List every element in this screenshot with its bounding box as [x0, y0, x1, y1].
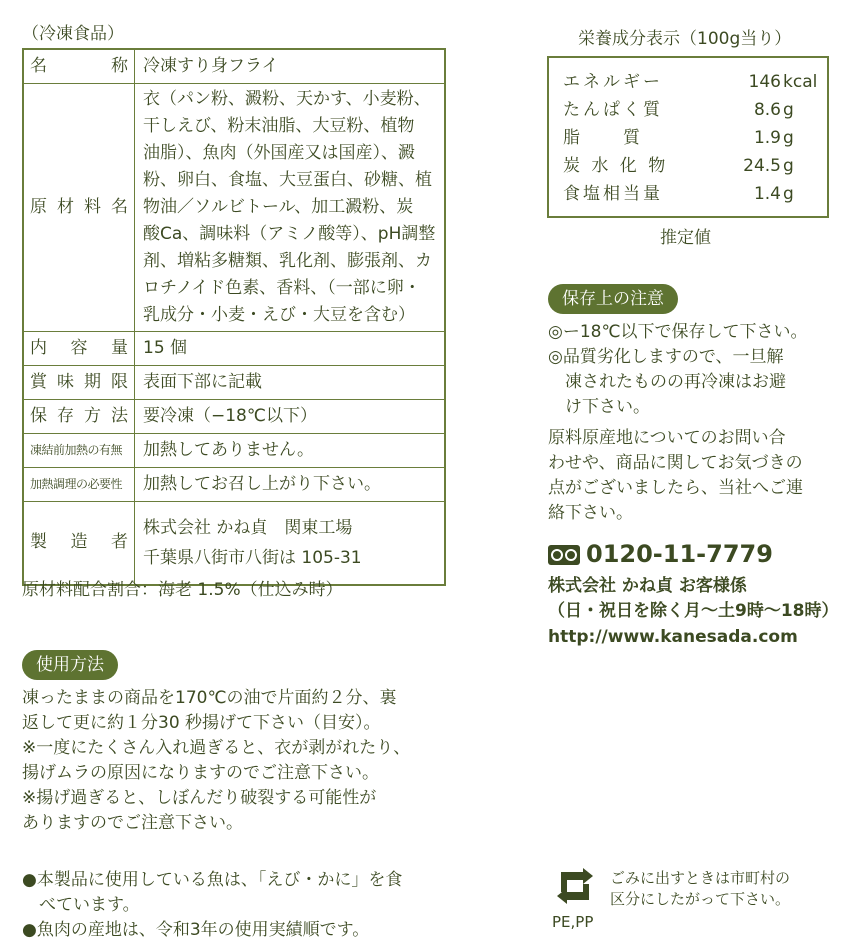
nutrient-name: エネルギー [563, 72, 663, 92]
value-line: 加熱してお召し上がり下さい。 [143, 473, 381, 494]
nutrient-name: 脂 質 [563, 128, 643, 148]
nutrition-title: 栄養成分表示（100g当り） [578, 29, 792, 49]
nutrient-value: 1.4 [753, 184, 781, 204]
table-row [23, 433, 445, 467]
table-row [23, 467, 445, 501]
nutrient-unit: g [783, 184, 794, 204]
disposal-line: ごみに出すときは市町村の [610, 869, 791, 887]
usage-line: 凍ったままの商品を170℃の油で片面約２分、裏 [22, 688, 397, 708]
value-line: 剤、増粘多糖類、乳化剤、膨張剤、カ [143, 250, 432, 271]
spec-table [22, 48, 446, 586]
value-line: 15 個 [143, 337, 188, 358]
table-row [23, 365, 445, 399]
usage-heading: 使用方法 [22, 650, 118, 680]
value-line: 酸Ca、調味料（アミノ酸等）、pH調整 [143, 223, 436, 244]
value-line: 干しえび、粉末油脂、大豆粉、植物 [143, 115, 415, 136]
bullet-line: ●魚肉の産地は、令和3年の使用実績順です。 [22, 920, 370, 940]
nutrient-unit: kcal [783, 72, 818, 92]
recycle-label: プラ [565, 883, 585, 893]
nutrition-row [563, 181, 813, 207]
nutrient-value: 146 [748, 72, 781, 92]
value-line: 要冷凍（−18℃以下） [143, 405, 317, 426]
row-label-name: 名 称 [23, 49, 135, 83]
nutrition-row [563, 97, 813, 123]
nutrition-box [547, 56, 829, 218]
nutrient-unit: g [783, 156, 794, 176]
disposal-line: 区分にしたがって下さい。 [610, 890, 791, 908]
origin-line: 絡下さい。 [548, 503, 633, 523]
value-line: 粉、卵白、食塩、大豆蛋白、砂糖、植 [143, 169, 432, 190]
origin-line: 点がございましたら、当社へご連 [548, 478, 803, 498]
row-label-manufacturer: 製造者 [23, 501, 135, 585]
row-label-quantity: 内容量 [23, 331, 135, 365]
storage-line: け下さい。 [548, 397, 650, 417]
nutrition-note: 推定値 [660, 228, 711, 248]
contact-company: 株式会社 かね貞 お客様係 [548, 576, 747, 596]
row-label-preheated: 凍結前加熱の有無 [23, 433, 135, 467]
row-label-best-before: 賞味期限 [23, 365, 135, 399]
nutrient-value: 1.9 [753, 128, 781, 148]
row-label-storage: 保存方法 [23, 399, 135, 433]
origin-line: 原料原産地についてのお問い合 [548, 428, 786, 448]
nutrient-name: 炭 水 化 物 [563, 156, 669, 176]
row-value-cooking [135, 467, 446, 501]
row-value-quantity [135, 331, 446, 365]
nutrient-name: 食塩相当量 [563, 184, 663, 204]
nutrition-row [563, 69, 818, 95]
bullet-line: ●本製品に使用している魚は、「えび・かに」を食 [22, 870, 403, 890]
nutrient-unit: g [783, 128, 794, 148]
nutrient-unit: g [783, 100, 794, 120]
phone-number: 0120-11-7779 [586, 540, 773, 568]
row-label-ingredients: 原材料名 [23, 83, 135, 331]
value-line: 株式会社 かね貞 関東工場 [143, 517, 353, 538]
row-value-best-before [135, 365, 446, 399]
table-row [23, 399, 445, 433]
usage-line: 返して更に約１分30 秒揚げて下さい（目安）。 [22, 713, 381, 733]
free-dial-icon [548, 545, 580, 565]
value-line: 物油／ソルビトール、加工澱粉、炭 [143, 196, 414, 217]
value-line: 衣（パン粉、澱粉、天かす、小麦粉、 [143, 88, 431, 109]
row-value-storage [135, 399, 446, 433]
table-row [23, 501, 445, 585]
usage-line: ありますのでご注意下さい。 [22, 813, 243, 833]
nutrient-value: 8.6 [753, 100, 781, 120]
usage-line: ※一度にたくさん入れ過ぎると、衣が剥がれたり、 [22, 738, 411, 758]
row-value-ingredients [135, 83, 446, 331]
row-value-name [135, 49, 446, 83]
value-line: 乳成分・小麦・えび・大豆を含む） [143, 304, 415, 325]
nutrient-name: たんぱく質 [563, 100, 663, 120]
nutrition-row [563, 125, 813, 151]
usage-line: ※揚げ過ぎると、しぼんだり破裂する可能性が [22, 788, 377, 808]
bullet-line: べています。 [22, 895, 140, 915]
row-value-preheated [135, 433, 446, 467]
material-label: PE,PP [552, 913, 594, 931]
table-row [23, 331, 445, 365]
nutrition-row [563, 153, 813, 179]
row-value-manufacturer [135, 501, 446, 585]
value-line: 冷凍すり身フライ [143, 55, 279, 76]
contact-hours: （日・祝日を除く月〜土9時〜18時） [548, 601, 839, 621]
value-line: 千葉県八街市八街は 105-31 [143, 547, 362, 568]
storage-line: 凍されたものの再冷凍はお避 [548, 372, 786, 392]
nutrient-value: 24.5 [743, 156, 781, 176]
row-label-cooking: 加熱調理の必要性 [23, 467, 135, 501]
table-row [23, 49, 445, 83]
usage-line: 揚げムラの原因になりますのでご注意下さい。 [22, 763, 379, 783]
origin-line: わせや、商品に関してお気づきの [548, 453, 803, 473]
plastic-recycle-icon [553, 866, 597, 906]
category-label: （冷凍食品） [22, 24, 124, 44]
value-line: 表面下部に記載 [143, 371, 262, 392]
value-line: ロチノイド色素、香料、（一部に卵・ [143, 277, 421, 298]
storage-line: ◎品質劣化しますので、一旦解 [548, 347, 784, 367]
storage-heading: 保存上の注意 [548, 284, 678, 314]
table-row [23, 83, 445, 331]
value-line: 油脂）、魚肉（外国産又は国産）、澱 [143, 142, 415, 163]
ratio-note: 原材料配合割合：海老 1.5%（仕込み時） [22, 580, 343, 600]
storage-line: ◎ー18℃以下で保存して下さい。 [548, 322, 808, 342]
value-line: 加熱してありません。 [143, 439, 315, 460]
website-url: http://www.kanesada.com [548, 627, 798, 647]
